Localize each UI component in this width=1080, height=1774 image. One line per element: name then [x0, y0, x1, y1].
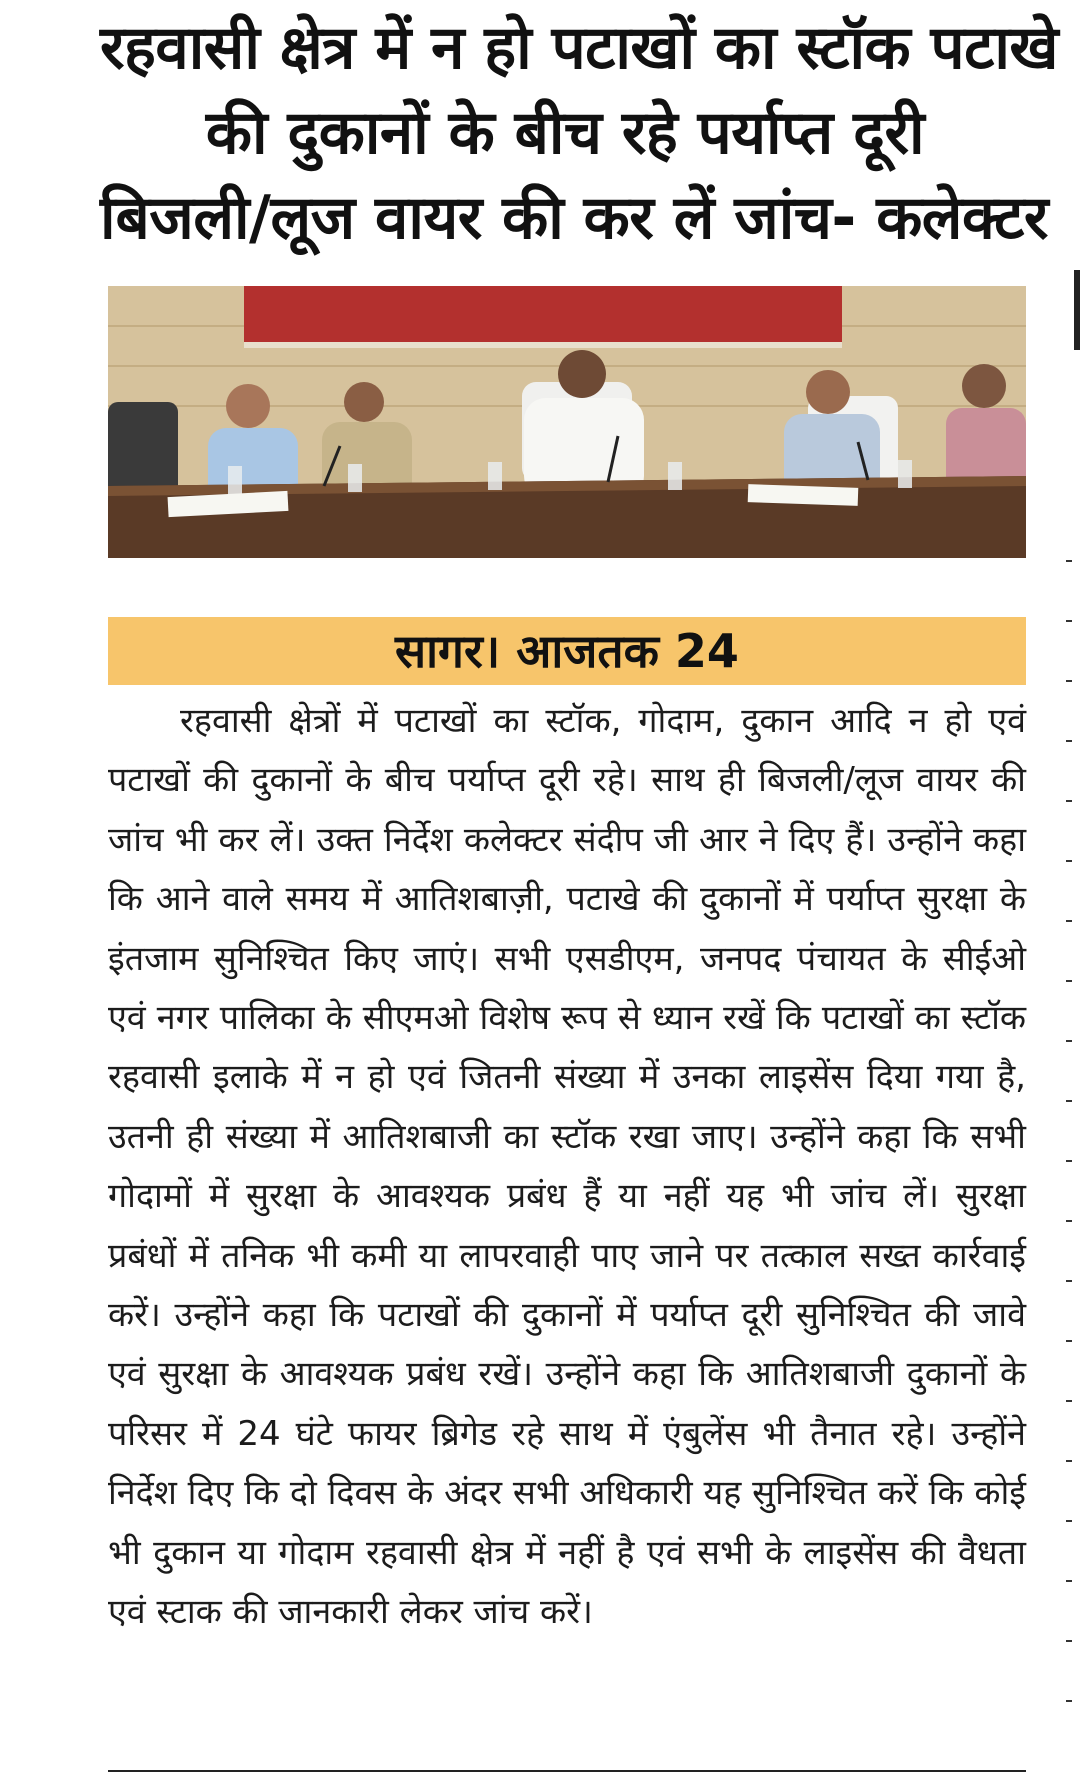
headline: [100, 6, 1058, 261]
headline-line-1: रहवासी क्षेत्र में न हो पटाखों का स्टॉक पटाखे: [100, 13, 1058, 83]
dateline-banner: सागर। आजतक 24: [108, 617, 1026, 685]
article-paragraph: रहवासी क्षेत्रों में पटाखों का स्टॉक, गोदाम, दुकान आदि न हो एवं पटाखों की दुकानों के बीच पर्याप्त दूरी रहे। साथ ही बिजली/लूज वायर की जांच भी कर लें। उक्त निर्देश कलेक्टर संदीप जी आर ने दिए हैं। उन्होंने कहा कि आने वाले समय में आतिशबाज़ी, पटाखे की दुकानों में पर्याप्त सुरक्षा के इंतजाम सुनिश्चित किए जाएं। सभी एसडीएम, जनपद पंचायत के सीईओ एवं नगर पालिका के सीएमओ विशेष रूप से ध्यान रखें कि पटाखों का स्टॉक रहवासी इलाके में न हो एवं जितनी संख्या में उनका लाइसेंस दिया गया है, उतनी ही संख्या में आतिशबाजी का स्टॉक रखा जाए। उन्होंने कहा कि सभी गोदामों में सुरक्षा के आवश्यक प्रबंध हैं या नहीं यह भी जांच लें। सुरक्षा प्रबंधों में तनिक भी कमी या लापरवाही पाए जाने पर तत्काल सख्त कार्रवाई करें। उन्होंने कहा कि पटाखों की दुकानों में पर्याप्त दूरी सुनिश्चित की जावे एवं सुरक्षा के आवश्यक प्रबंध रखें। उन्होंने कहा कि आतिशबाजी दुकानों के परिसर में 24 घंटे फायर ब्रिगेड रहे साथ में एंबुलेंस भी तैनात रहे। उन्होंने निर्देश दिए कि दो दिवस के अंदर सभी अधिकारी यह सुनिश्चित करें कि कोई भी दुकान या गोदाम रहवासी क्षेत्र में नहीं है एवं सभी के लाइसेंस की वैधता एवं स्टाक की जानकारी लेकर जांच करें।: [108, 701, 1026, 1633]
headline-line-2: की दुकानों के बीच रहे पर्याप्त दूरी: [205, 98, 925, 168]
headline-line-3: बिजली/लूज वायर की कर लें जांच- कलेक्टर: [100, 183, 1048, 253]
margin-ticks: [1066, 560, 1076, 1760]
meeting-photo-illustration: [108, 286, 1026, 558]
page-edge-mark: [1074, 270, 1080, 350]
bottom-rule: [108, 1770, 1026, 1772]
article-body: [108, 692, 1026, 1643]
meeting-photo: [108, 286, 1026, 558]
